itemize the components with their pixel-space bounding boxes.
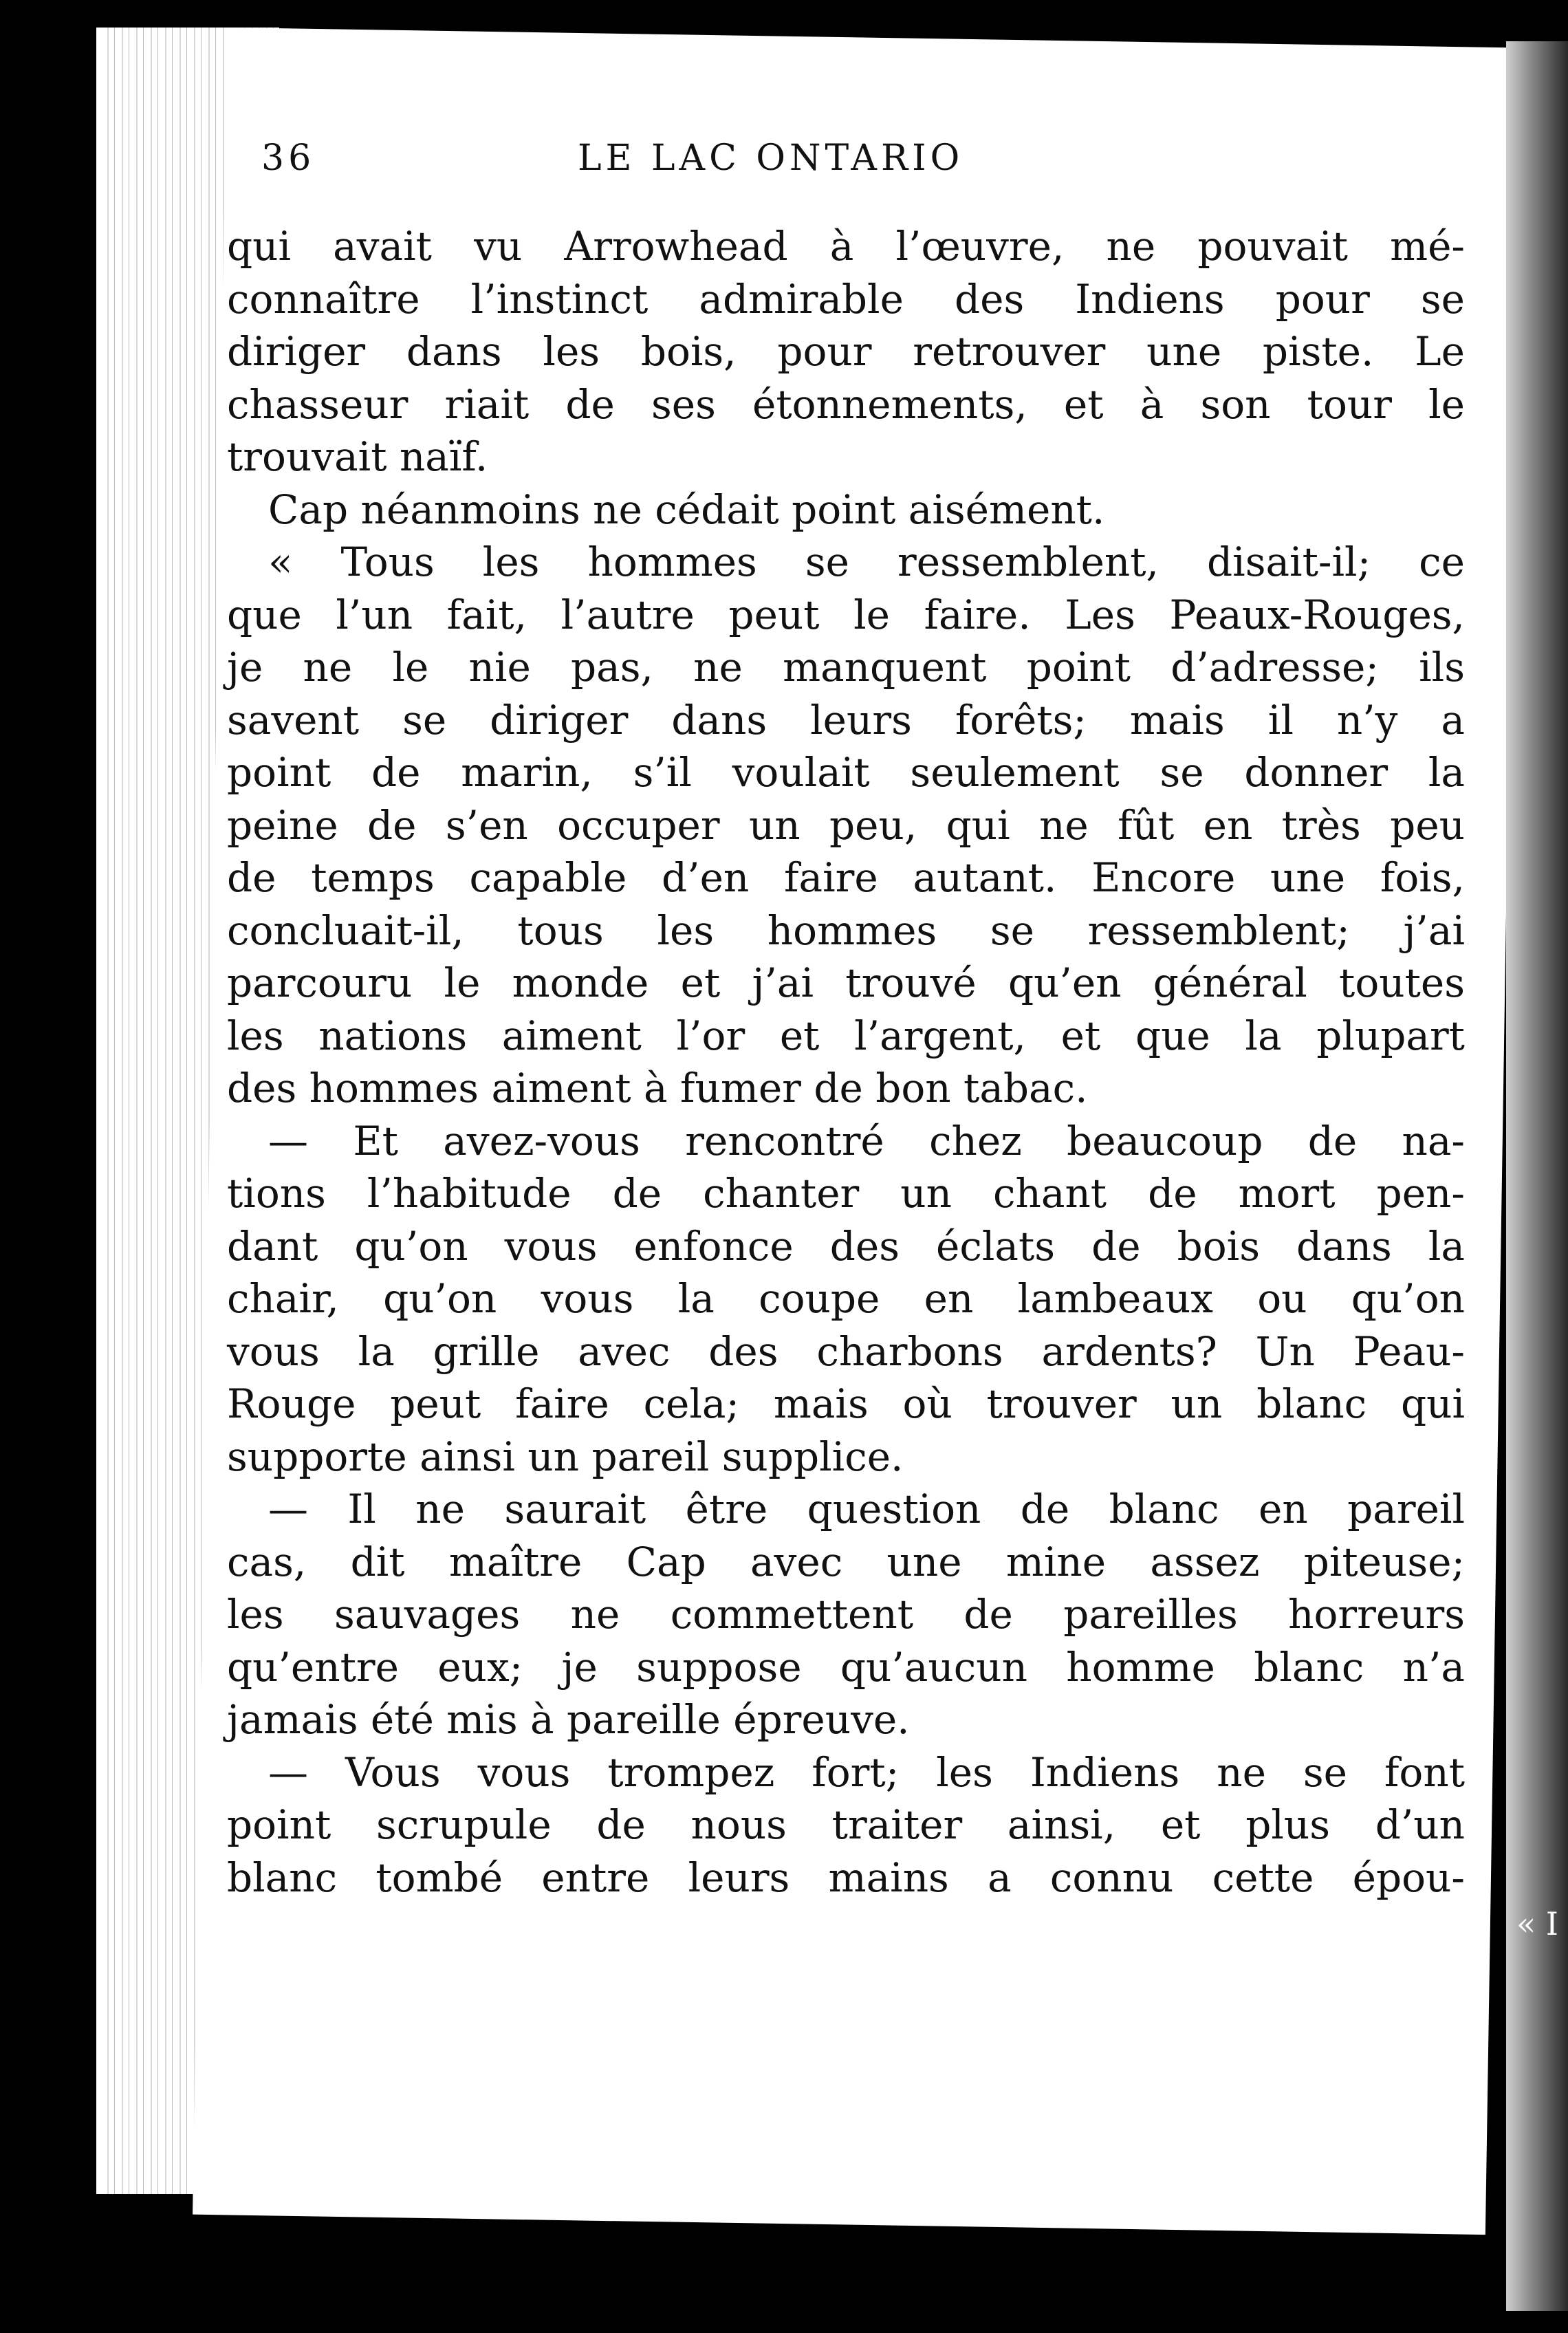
text-line: peine de s’en occuper un peu, qui ne fût en très peu (227, 801, 1465, 849)
text-line: dant qu’on vous enfonce des éclats de bois dans la (227, 1222, 1465, 1270)
text-line: chair, qu’on vous la coupe en lambeaux ou qu’on (227, 1275, 1465, 1322)
text-line: savent se diriger dans leurs forêts; mais il n’y a (227, 696, 1465, 744)
facing-page-fragment: « I (1516, 1905, 1558, 1942)
text-line: supporte ainsi un pareil supplice. (227, 1433, 904, 1480)
text-line: vous la grille avec des charbons ardents? Un Peau- (227, 1327, 1465, 1375)
text-line: diriger dans les bois, pour retrouver une piste. Le (227, 328, 1465, 375)
text-line: les nations aiment l’or et l’argent, et que la plupart (227, 1012, 1465, 1059)
text-line: parcouru le monde et j’ai trouvé qu’en général toutes (227, 959, 1465, 1006)
text-line: trouvait naïf. (227, 433, 488, 480)
page-number: 36 (261, 138, 316, 179)
running-header (261, 138, 1224, 193)
text-line: — Il ne saurait être question de blanc en pareil (268, 1486, 1465, 1532)
text-line: de temps capable d’en faire autant. Encore une fois, (227, 854, 1465, 901)
text-line: point scrupule de nous traiter ainsi, et plus d’un (227, 1801, 1465, 1848)
text-line: que l’un fait, l’autre peut le faire. Les Peaux-Rouges, (227, 591, 1465, 638)
text-line: cas, dit maître Cap avec une mine assez piteuse; (227, 1538, 1465, 1585)
facing-page-edge (1506, 41, 1568, 2311)
text-line: je ne le nie pas, ne manquent point d’adresse; ils (227, 644, 1465, 691)
text-line: qu’entre eux; je suppose qu’aucun homme blanc n’a (227, 1643, 1465, 1691)
text-line: qui avait vu Arrowhead à l’œuvre, ne pouvait mé- (227, 223, 1465, 270)
text-line: jamais été mis à pareille épreuve. (227, 1696, 910, 1743)
text-line: — Et avez-vous rencontré chez beaucoup de na- (268, 1117, 1465, 1164)
body-text (227, 220, 1465, 1904)
text-line: chasseur riait de ses étonnements, et à son tour le (227, 380, 1465, 428)
text-line: — Vous vous trompez fort; les Indiens ne se font (268, 1748, 1465, 1796)
text-line: tions l’habitude de chanter un chant de mort pen- (227, 1170, 1465, 1217)
text-line: des hommes aiment à fumer de bon tabac. (227, 1065, 1088, 1111)
text-line: Rouge peut faire cela; mais où trouver un blanc qui (227, 1380, 1465, 1427)
text-line: point de marin, s’il voulait seulement se donner la (227, 749, 1465, 796)
text-line: les sauvages ne commettent de pareilles horreurs (227, 1591, 1465, 1638)
text-line: blanc tombé entre leurs mains a connu cette épou- (227, 1854, 1465, 1901)
text-line: « Tous les hommes se ressemblent, disait-il; ce (268, 539, 1465, 585)
text-line: concluait-il, tous les hommes se ressemblent; j’ai (227, 907, 1465, 954)
text-line: connaître l’instinct admirable des Indiens pour se (227, 275, 1465, 323)
text-line: Cap néanmoins ne cédait point aisément. (268, 486, 1105, 533)
running-title: LE LAC ONTARIO (578, 138, 964, 179)
